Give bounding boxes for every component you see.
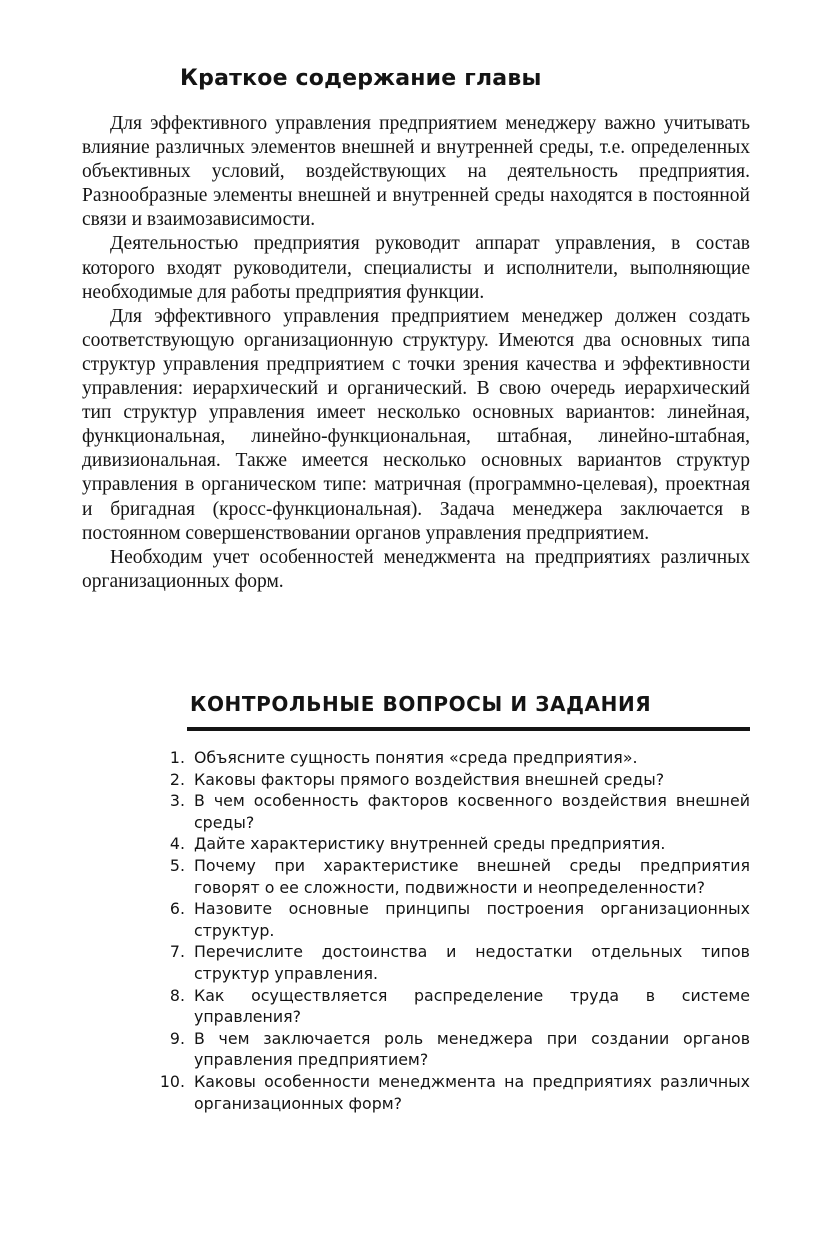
review-questions-list <box>152 747 750 1114</box>
heading-underline <box>187 727 750 731</box>
question-number: 7. <box>169 942 185 962</box>
question-item <box>152 833 750 855</box>
chapter-summary <box>82 112 750 594</box>
question-item <box>152 747 750 769</box>
question-item <box>152 941 750 984</box>
question-text: Дайте характеристику внутренней среды предприятия. <box>194 834 666 854</box>
summary-paragraph: Для эффективного управления предприятием менеджер должен создать соответствующую организационную структуру. Имеются два основных типа структур управления предприятием с точки зрения качества и эффективности управления: иерархический и органический. В свою очередь иерархический тип структур управления имеет несколько основных вариантов: линейная, функциональная, линейно-функциональная, штабная, линейно-штабная, дивизиональная. Также имеется несколько основных вариантов структур управления в органическом типе: матричная (программно-целевая), проектная и бригадная (кросс-функциональная). Задача менеджера заключается в постоянном совершенствовании органов управления предприятием. <box>82 305 750 544</box>
question-number: 1. <box>169 748 185 767</box>
review-questions-heading: КОНТРОЛЬНЫЕ ВОПРОСЫ И ЗАДАНИЯ <box>190 692 652 716</box>
question-text: Каковы особенности менеджмента на предприятиях различных организационных форм? <box>194 1071 750 1113</box>
question-number: 6. <box>169 899 185 919</box>
question-text: Почему при характеристике внешней среды предприятия говорят о ее сложности, подвижности и неопределенности? <box>194 855 750 897</box>
question-text: Каковы факторы прямого воздействия внешней среды? <box>194 769 665 789</box>
question-number: 8. <box>169 985 185 1005</box>
question-item <box>152 855 750 898</box>
question-item <box>152 898 750 941</box>
question-item <box>152 769 750 791</box>
question-number: 9. <box>169 1028 185 1048</box>
question-number: 10. <box>159 1071 185 1091</box>
chapter-summary-heading: Краткое содержание главы <box>180 66 542 91</box>
question-number: 5. <box>169 855 185 875</box>
question-item <box>152 1071 750 1114</box>
question-text: Объясните сущность понятия «среда предприятия». <box>194 748 638 767</box>
question-number: 2. <box>169 769 185 789</box>
summary-paragraph: Деятельностью предприятия руководит аппарат управления, в состав которого входят руководители, специалисты и исполнители, выполняющие необходимые для работы предприятия функции. <box>82 233 750 303</box>
question-text: Назовите основные принципы построения организационных структур. <box>194 899 750 940</box>
question-number: 4. <box>169 834 185 854</box>
question-text: Перечислите достоинства и недостатки отдельных типов структур управления. <box>194 942 750 983</box>
summary-paragraph: Для эффективного управления предприятием менеджеру важно учитывать влияние различных элементов внешней и внутренней среды, т.е. определенных объективных условий, воздействующих на деятельность предприятия. Разнообразные элементы внешней и внутренней среды находятся в постоянной связи и взаимозависимости. <box>82 113 750 231</box>
summary-paragraph: Необходим учет особенностей менеджмента на предприятиях различных организационных форм. <box>82 546 750 592</box>
question-item <box>152 790 750 833</box>
question-number: 3. <box>169 791 185 811</box>
question-item <box>152 1028 750 1071</box>
question-text: Как осуществляется распределение труда в системе управления? <box>194 985 750 1027</box>
question-item <box>152 985 750 1028</box>
question-text: В чем особенность факторов косвенного воздействия внешней среды? <box>194 791 750 832</box>
question-text: В чем заключается роль менеджера при создании органов управления предприятием? <box>194 1028 750 1070</box>
